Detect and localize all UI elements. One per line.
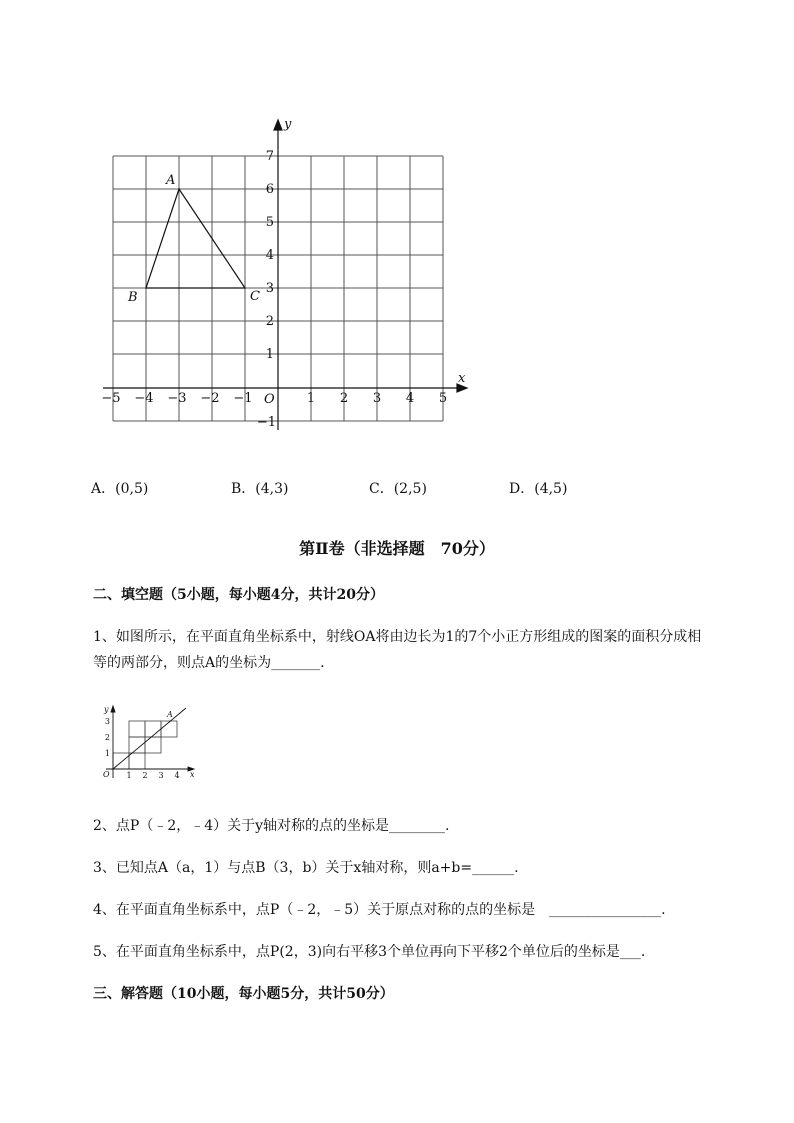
choice-value: (4,3) <box>255 481 289 497</box>
y-tick-label: 1 <box>265 347 274 362</box>
y-tick-label: 5 <box>265 215 274 230</box>
x-tick-label: 5 <box>438 391 448 406</box>
point-label-b: B <box>128 290 138 305</box>
question-1 <box>93 624 743 676</box>
choice-letter: D． <box>509 481 535 497</box>
question-5: 5、在平面直角坐标系中，点P(2，3)向右平移3个单位再向下平移2个单位后的坐标是___. <box>93 944 646 960</box>
x-tick-label: −4 <box>134 391 154 406</box>
x-tick-label: 2 <box>339 391 349 406</box>
y-tick-label: −1 <box>256 415 276 430</box>
y-tick-label: 7 <box>265 149 274 164</box>
choice-c <box>369 478 427 498</box>
ray-oa <box>113 708 186 769</box>
section2-heading: 二、填空题（5小题，每小题4分，共计20分） <box>93 587 384 603</box>
x-tick-label: −2 <box>200 391 220 406</box>
x-tick-label: 1 <box>126 771 132 780</box>
x-tick-label: −1 <box>233 391 253 406</box>
choice-a <box>91 478 148 498</box>
choice-b <box>231 478 289 498</box>
origin-label: O <box>264 392 275 407</box>
axes <box>103 120 467 430</box>
x-axis-label: x <box>190 770 195 779</box>
origin-label: O <box>103 770 110 779</box>
question-3: 3、已知点A（a，1）与点B（3，b）关于x轴对称，则a+b=______. <box>93 860 519 876</box>
question-1-line1: 1、如图所示，在平面直角坐标系中，射线OA将由边长为1的7个小正方形组成的图案的面积分成相 <box>93 629 702 645</box>
section3-heading: 三、解答题（10小题，每小题5分，共计50分） <box>93 986 394 1002</box>
choice-d <box>509 478 567 498</box>
point-label-c: C <box>250 289 260 304</box>
x-axis-label: x <box>458 371 466 386</box>
y-tick-label: 3 <box>265 281 274 296</box>
y-tick-label: 6 <box>265 182 274 197</box>
choice-value: (0,5) <box>115 481 149 497</box>
point-label-a: A <box>166 173 176 188</box>
y-axis-label: y <box>104 705 109 714</box>
coordinate-graph-triangle <box>95 110 485 440</box>
point-label-a: A <box>167 710 173 719</box>
x-tick-label: 4 <box>174 771 180 780</box>
part2-title: 第Ⅱ卷（非选择题 70分） <box>299 539 495 558</box>
question-2: 2、点P（﹣2，﹣4）关于y轴对称的点的坐标是________. <box>93 818 450 834</box>
y-tick-label: 3 <box>104 717 110 726</box>
x-tick-label: 3 <box>158 771 164 780</box>
choice-value: (4,5) <box>534 481 568 497</box>
x-tick-label: 4 <box>405 391 415 406</box>
y-axis-label: y <box>284 117 292 132</box>
y-tick-label: 4 <box>265 248 274 263</box>
choice-letter: A． <box>91 481 116 497</box>
choice-value: (2,5) <box>393 481 427 497</box>
coordinate-graph-squares <box>98 702 202 784</box>
axes <box>106 706 194 778</box>
x-tick-label: 2 <box>142 771 148 780</box>
x-tick-label: 1 <box>306 391 316 406</box>
x-tick-label: −5 <box>101 391 121 406</box>
y-tick-label: 2 <box>104 733 110 742</box>
x-tick-label: −3 <box>167 391 187 406</box>
y-tick-label: 2 <box>265 314 274 329</box>
y-tick-label: 1 <box>104 749 110 758</box>
choice-letter: B． <box>231 481 256 497</box>
x-tick-label: 3 <box>372 391 382 406</box>
triangle-abc <box>146 189 245 288</box>
question-4: 4、在平面直角坐标系中，点P（﹣2，﹣5）关于原点对称的点的坐标是 ________________. <box>93 902 666 918</box>
choice-letter: C． <box>369 481 394 497</box>
unit-squares <box>113 721 177 769</box>
question-1-line2: 等的两部分，则点A的坐标为_______. <box>93 655 325 671</box>
